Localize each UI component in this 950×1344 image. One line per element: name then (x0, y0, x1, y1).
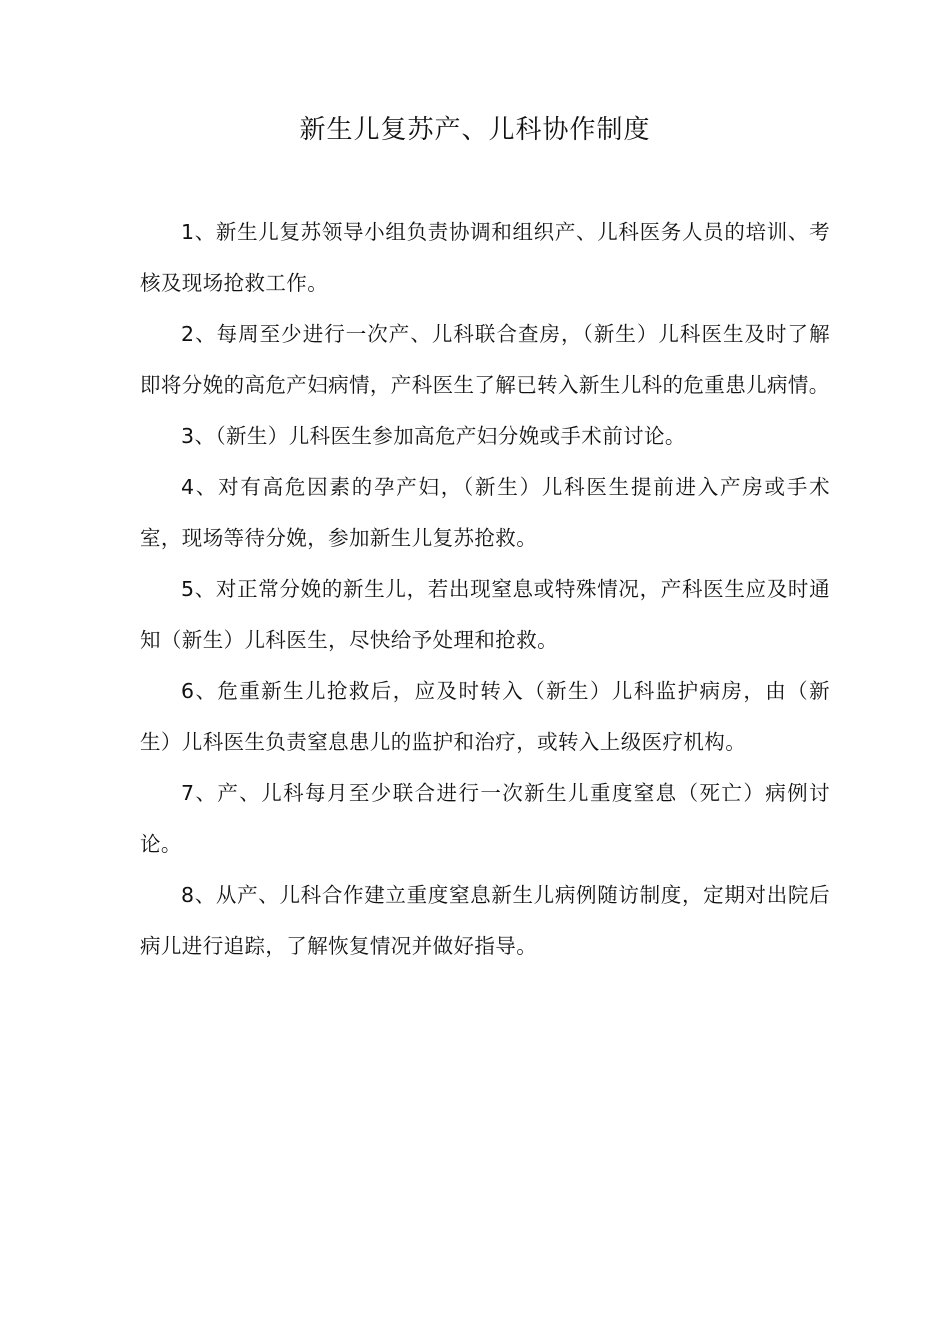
paragraph-6: 6、危重新生儿抢救后，应及时转入（新生）儿科监护病房，由（新生）儿科医生负责窒息患儿的监护和治疗，或转入上级医疗机构。 (140, 679, 830, 754)
paragraph-2: 2、每周至少进行一次产、儿科联合查房，（新生）儿科医生及时了解即将分娩的高危产妇病情，产科医生了解已转入新生儿科的危重患儿病情。 (140, 322, 830, 397)
paragraph-1: 1、新生儿复苏领导小组负责协调和组织产、儿科医务人员的培训、考核及现场抢救工作。 (140, 220, 830, 295)
paragraph-3: 3、（新生）儿科医生参加高危产妇分娩或手术前讨论。 (181, 424, 686, 448)
document-title: 新生儿复苏产、儿科协作制度 (299, 115, 651, 145)
document-body (140, 207, 830, 972)
paragraph-5: 5、对正常分娩的新生儿，若出现窒息或特殊情况，产科医生应及时通知（新生）儿科医生，尽快给予处理和抢救。 (140, 577, 830, 652)
paragraph-7: 7、产、儿科每月至少联合进行一次新生儿重度窒息（死亡）病例讨论。 (140, 781, 830, 856)
paragraph-8: 8、从产、儿科合作建立重度窒息新生儿病例随访制度，定期对出院后病儿进行追踪，了解恢复情况并做好指导。 (140, 883, 830, 958)
paragraph-4: 4、对有高危因素的孕产妇，（新生）儿科医生提前进入产房或手术室，现场等待分娩，参加新生儿复苏抢救。 (140, 475, 830, 550)
